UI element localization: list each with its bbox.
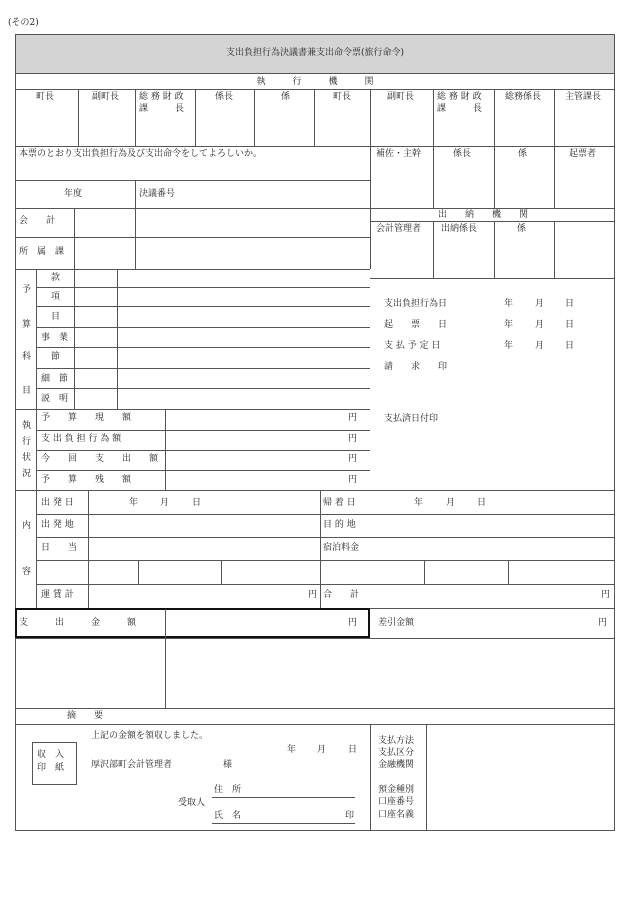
treasury-manager: 会計管理者	[376, 224, 422, 234]
executing-agency-label: 執 行 機 関	[256, 77, 374, 87]
budget-item-kan: 款	[51, 273, 61, 283]
expense-date-label: 支出負担行為日	[384, 299, 448, 309]
budget-item-setsu: 節	[51, 352, 61, 362]
page-note: (その2)	[8, 18, 39, 28]
lodging-fee-label: 宿泊料金	[323, 543, 360, 553]
net-amount-label: 差引金額	[378, 618, 415, 628]
form-title: 支出負担行為決議書兼支出命令票(旅行命令)	[225, 48, 405, 58]
destination-label: 目 的 地	[323, 520, 356, 530]
approver-finance-head-1: 総 務 財 政	[139, 92, 184, 102]
daily-allowance-label: 日 当	[41, 543, 78, 553]
return-date-label: 帰 着 日	[323, 498, 356, 508]
claim-seal-label: 請 求 印	[384, 362, 448, 372]
approver-chief: 係長	[215, 92, 234, 102]
reviewer-assistant: 補佐・主幹	[376, 149, 422, 159]
draft-date-label: 起 票 日	[384, 320, 448, 330]
departure-date-label: 出 発 日	[41, 498, 74, 508]
budget-item-moku: 目	[51, 312, 61, 322]
reviewer-chief: 係長	[453, 149, 472, 159]
budget-current-label: 予 算 現 額	[41, 413, 132, 423]
name-label: 氏 名	[214, 811, 242, 821]
reviewer-drafter: 起票者	[569, 149, 597, 159]
total-label: 合 計	[323, 590, 360, 600]
treasury-chief: 出納係長	[441, 224, 478, 234]
budget-item-kou: 項	[51, 292, 61, 302]
department-label: 所 属 課	[19, 247, 65, 257]
approver-vice-mayor: 副町長	[92, 92, 120, 102]
address-label: 住 所	[214, 785, 242, 795]
recipient-label: 受取人	[178, 798, 206, 808]
summary-label: 摘 要	[67, 711, 104, 721]
approver-general-chief: 総務係長	[505, 92, 542, 102]
approver-finance-head-r1: 総 務 財 政	[437, 92, 482, 102]
approver-section-head: 主管課長	[565, 92, 602, 102]
decision-number-label: 決議番号	[139, 189, 176, 199]
budget-item-project: 事 業	[41, 333, 69, 343]
paid-stamp-label: 支払済日付印	[384, 414, 439, 424]
accounting-label: 会 計	[19, 216, 56, 226]
reviewer-staff: 係	[518, 149, 528, 159]
departure-place-label: 出 発 地	[41, 520, 74, 530]
approver-finance-head-2: 課 長	[139, 104, 185, 114]
fiscal-year-label: 年度	[64, 189, 83, 199]
current-expense-label: 今 回 支 出 額	[41, 454, 159, 464]
budget-item-description: 説 明	[41, 394, 69, 404]
approver-vice-mayor-2: 副町長	[387, 92, 415, 102]
approver-staff: 係	[281, 92, 291, 102]
request-text: 本票のとおり支出負担行為及び支出命令をしてよろしいか。	[19, 149, 263, 159]
approver-mayor-2: 町長	[333, 92, 352, 102]
treasury-staff: 係	[517, 224, 527, 234]
payment-amount-label: 支 出 金 額	[19, 618, 137, 628]
budget-remaining-label: 予 算 残 額	[41, 475, 132, 485]
budget-item-subsection: 細 節	[41, 374, 69, 384]
approver-finance-head-r2: 課 長	[437, 104, 483, 114]
treasury-agency-label: 出 納 機 関	[438, 210, 529, 220]
town-treasurer-label: 厚沢部町会計管理者	[91, 760, 173, 770]
fare-total-label: 運 賃 計	[41, 590, 74, 600]
receipt-text: 上記の金額を領収しました。	[91, 731, 209, 741]
approver-mayor: 町長	[36, 92, 55, 102]
expense-committed-label: 支 出 負 担 行 為 額	[41, 434, 122, 444]
payment-date-label: 支 払 予 定 日	[384, 341, 441, 351]
